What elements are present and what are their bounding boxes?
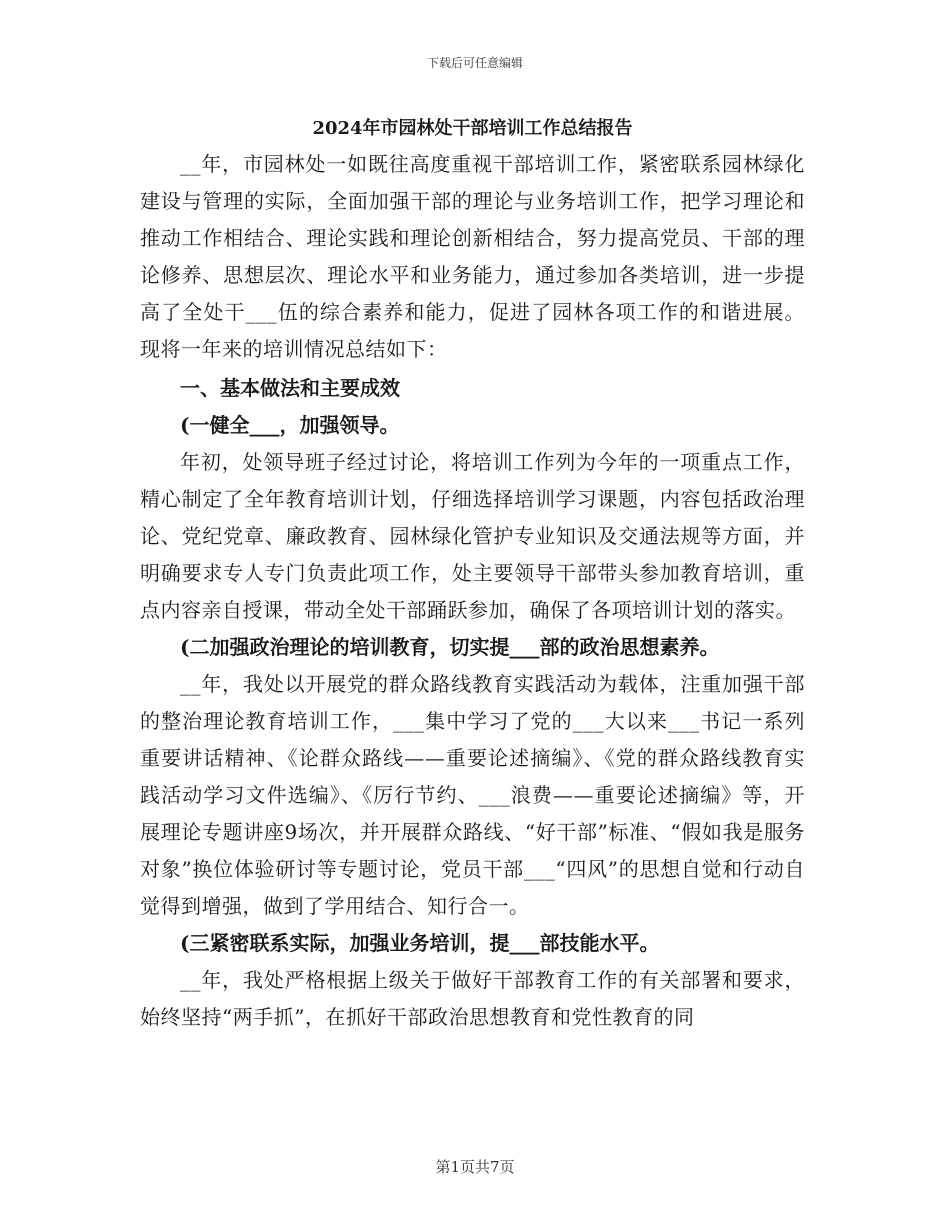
paragraph-2: __年，我处以开展党的群众路线教育实践活动为载体，注重加强干部的整治理论教育培训工作，___集中学习了党的___大以来___书记一系列重要讲话精神、《论群众路线——重要论述摘编》、《党的群众路线教育实践活动学习文件选编》、《厉行节约、___浪费——重要论述摘编》等，开展理论专题讲座9场次，并开展群众路线、“好干部”标准、“假如我是服务对象”换位体验研讨等专题讨论，党员干部___“四风”的思想自觉和行动自觉得到增强，做到了学用结合、知行合一。 — [140, 672, 805, 918]
header-note: 下载后可任意编辑 — [426, 56, 523, 70]
paragraph-1: 年初，处领导班子经过讨论，将培训工作列为今年的一项重点工作，精心制定了全年教育培训计划，仔细选择培训学习课题，内容包括政治理论、党纪党章、廉政教育、园林绿化管护专业知识及交通法规等方面，并明确要求专人专门负责此项工作，处主要领导干部带头参加教育培训，重点内容亲自授课，带动全处干部踊跃参加，确保了各项培训计划的落实。 — [140, 450, 805, 622]
page-number: 第1页共7页 — [435, 1158, 515, 1176]
subsection-heading-1: (一健全___，加强领导。 — [180, 413, 400, 437]
subsection-heading-2: (二加强政治理论的培训教育，切实提___部的政治思想素养。 — [180, 635, 720, 659]
paragraph-3: __年，我处严格根据上级关于做好干部教育工作的有关部署和要求，始终坚持“两手抓”，在抓好干部政治思想教育和党性教育的同 — [140, 968, 805, 1029]
document-body — [140, 112, 805, 1036]
paragraph-intro: __年，市园林处一如既往高度重视干部培训工作，紧密联系园林绿化建设与管理的实际，全面加强干部的理论与业务培训工作，把学习理论和推动工作相结合、理论实践和理论创新相结合，努力提高党员、干部的理论修养、思想层次、理论水平和业务能力，通过参加各类培训，进一步提高了全处干___伍的综合素养和能力，促进了园林各项工作的和谐进展。现将一年来的培训情况总结如下： — [140, 152, 805, 361]
section-heading-1: 一、基本做法和主要成效 — [180, 376, 400, 400]
document-title: 2024年市园林处干部培训工作总结报告 — [312, 118, 633, 139]
subsection-heading-3: (三紧密联系实际，加强业务培训，提___部技能水平。 — [180, 931, 660, 955]
